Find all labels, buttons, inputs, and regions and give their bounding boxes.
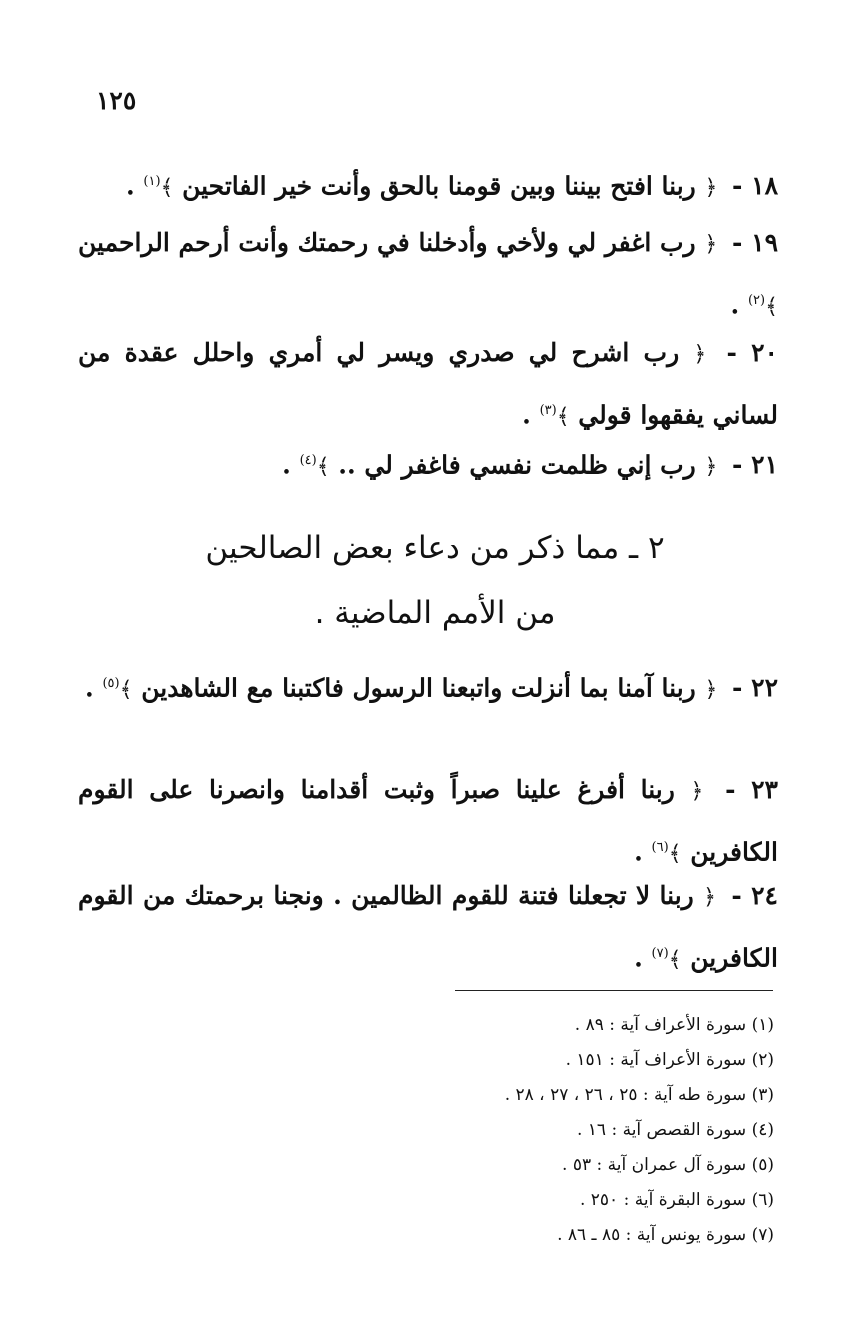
entry-end: . — [125, 171, 144, 201]
entry-text: رب إني ظلمت نفسي فاغفر لي .. — [329, 450, 705, 480]
footnotes — [380, 1008, 774, 1253]
entry-text: ربنا آمنا بما أنزلت واتبعنا الرسول فاكتبنا مع الشاهدين — [132, 673, 705, 703]
ornate-bracket-open: ﴿ — [704, 454, 718, 480]
entry-number: ٢٤ - — [731, 881, 778, 910]
entry-end: . — [85, 673, 103, 703]
footnote-separator — [455, 990, 773, 991]
ornate-bracket-close: ﴾ — [668, 841, 682, 867]
footnote: (٢) سورة الأعراف آية : ١٥١ . — [565, 1050, 774, 1070]
footnote-ref: (٣) — [539, 403, 557, 418]
ornate-bracket-close: ﴾ — [556, 404, 570, 430]
ornate-bracket-open: ﴿ — [704, 175, 718, 201]
ornate-bracket-open: ﴿ — [704, 232, 718, 257]
entry-text: رب اغفر لي ولأخي وأدخلنا في رحمتك وأنت أرحم الراحمين — [78, 228, 705, 257]
entry-number: ٢٠ - — [726, 338, 778, 367]
ornate-bracket-close: ﴾ — [316, 454, 330, 480]
ornate-bracket-open: ﴿ — [703, 885, 716, 910]
supplication-entry — [78, 215, 778, 335]
footnote: (١) سورة الأعراف آية : ٨٩ . — [574, 1015, 774, 1035]
footnote-ref: (٤) — [299, 453, 317, 468]
entry-text: ربنا أفرغ علينا صبراً وثبت أقدامنا وانصرنا على القوم الكافرين — [78, 775, 778, 867]
footnote: (٦) سورة البقرة آية : ٢٥٠ . — [579, 1190, 774, 1210]
entry-number: ١٩ - — [732, 228, 778, 257]
entry-number: ٢٣ - — [725, 775, 778, 804]
supplication-entry — [78, 762, 778, 882]
ornate-bracket-close: ﴾ — [160, 175, 174, 201]
entry-text: ربنا لا تجعلنا فتنة للقوم الظالمين . ونجنا برحمتك من القوم الكافرين — [78, 881, 778, 973]
footnote: (٤) سورة القصص آية : ١٦ . — [576, 1120, 774, 1140]
entry-number: ١٨ - — [732, 171, 778, 201]
entry-end: . — [522, 400, 540, 430]
supplication-entry — [78, 154, 778, 216]
supplication-entry — [78, 868, 778, 988]
entry-number: ٢١ - — [732, 450, 778, 480]
footnote: (٥) سورة آل عمران آية : ٥٣ . — [562, 1155, 774, 1175]
footnote-ref: (٢) — [747, 293, 766, 308]
entry-number: ٢٢ - — [732, 673, 778, 703]
supplication-entry — [78, 433, 778, 495]
entry-end: . — [282, 450, 300, 480]
entry-text: رب اشرح لي صدري ويسر لي أمري واحلل عقدة من لساني يفقهوا قولي — [78, 338, 778, 430]
section-heading-line-2: من الأمم الماضية . — [314, 595, 556, 631]
entry-end: . — [634, 943, 652, 973]
footnote-ref: (٥) — [102, 676, 120, 691]
ornate-bracket-open: ﴿ — [693, 342, 707, 367]
section-heading-line-1: ٢ ـ مما ذكر من دعاء بعض الصالحين — [205, 530, 665, 566]
ornate-bracket-close: ﴾ — [119, 677, 133, 703]
footnote-ref: (٧) — [651, 946, 669, 961]
footnote-ref: (٦) — [651, 840, 669, 855]
footnote: (٣) سورة طه آية : ٢٥ ، ٢٦ ، ٢٧ ، ٢٨ . — [504, 1085, 774, 1105]
supplication-entry — [78, 656, 778, 718]
ornate-bracket-close: ﴾ — [668, 947, 682, 973]
ornate-bracket-open: ﴿ — [690, 779, 704, 804]
supplication-entry — [78, 325, 778, 445]
footnote: (٧) سورة يونس آية : ٨٥ ـ ٨٦ . — [557, 1225, 774, 1245]
ornate-bracket-close: ﴾ — [765, 294, 778, 320]
entry-text: ربنا افتح بيننا وبين قومنا بالحق وأنت خير الفاتحين — [173, 171, 705, 201]
entry-end: . — [730, 290, 748, 320]
ornate-bracket-open: ﴿ — [704, 677, 718, 703]
entry-end: . — [634, 837, 652, 867]
page-number: ١٢٥ — [96, 86, 137, 115]
footnote-ref: (١) — [143, 174, 161, 189]
